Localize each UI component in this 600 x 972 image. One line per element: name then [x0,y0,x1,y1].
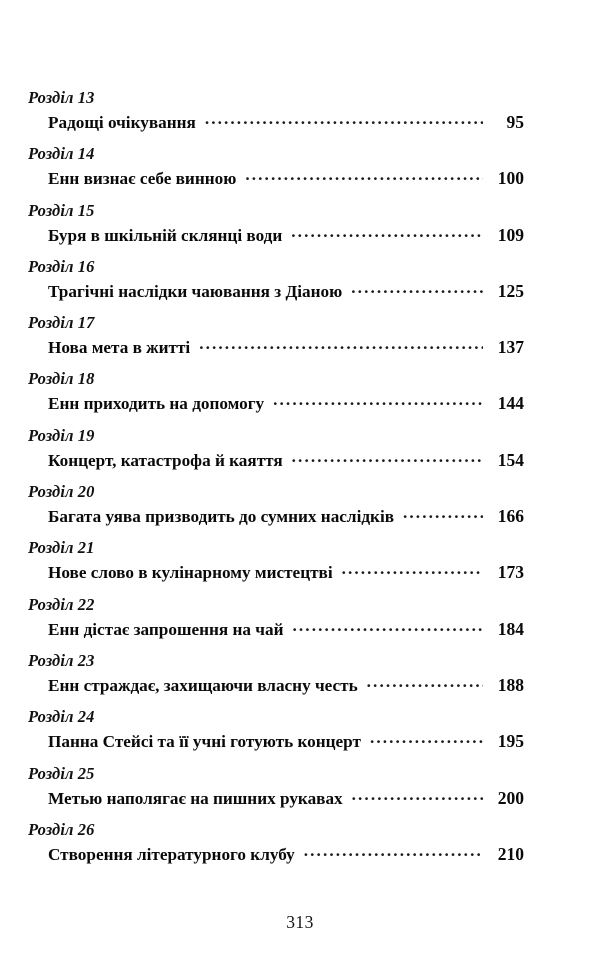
toc-chapter-label: Розділ 14 [28,144,95,164]
dot-leader [245,170,483,184]
toc-title-row[interactable] [48,166,524,191]
toc-entry[interactable] [28,369,524,425]
toc-page-number: 100 [497,168,524,189]
toc-chapter-title: Нове слово в кулінарному мистецтві [48,563,333,583]
toc-chapter-label: Розділ 18 [28,369,95,389]
toc-page-number: 195 [497,731,524,752]
dot-leader [291,227,483,241]
toc-entry[interactable] [28,313,524,369]
toc-page-number: 188 [497,674,524,695]
dot-leader [304,846,483,860]
toc-entry[interactable] [28,88,524,144]
dot-leader [342,564,483,578]
toc-title-row[interactable] [48,279,524,304]
dot-leader [293,621,484,635]
dot-leader [403,508,483,522]
toc-chapter-label: Розділ 24 [28,707,95,727]
toc-page-number: 109 [497,224,524,245]
toc-entry[interactable] [28,764,524,820]
toc-page-number: 137 [497,337,524,358]
toc-chapter-title: Нова мета в житті [48,338,191,358]
toc-entry[interactable] [28,201,524,257]
dot-leader [205,114,483,128]
toc-chapter-label: Розділ 13 [28,88,95,107]
toc-entry[interactable] [28,820,524,876]
page-folio: 313 [286,912,314,932]
toc-title-row[interactable] [48,786,524,811]
toc-chapter-title: Енн визнає себе винною [48,169,237,189]
toc-chapter-label: Розділ 15 [28,200,95,220]
toc-chapter-label: Розділ 20 [28,482,95,502]
toc-title-row[interactable] [48,842,524,867]
toc-chapter-label: Розділ 23 [28,650,95,670]
toc-entry-list [28,88,524,876]
toc-chapter-title: Панна Стейсі та її учні готують концерт [48,732,361,752]
toc-chapter-title: Концерт, катастрофа й каяття [48,450,283,470]
toc-page-number: 125 [497,280,524,301]
toc-page-number: 144 [497,393,524,414]
toc-chapter-label: Розділ 22 [28,594,95,614]
dot-leader [273,395,483,409]
toc-chapter-label: Розділ 21 [28,538,95,558]
dot-leader [370,733,483,747]
toc-entry[interactable] [28,144,524,200]
toc-page-number: 166 [497,506,524,527]
toc-chapter-title: Створення літературного клубу [48,844,295,864]
dot-leader [352,790,483,804]
toc-title-row[interactable] [48,391,524,416]
toc-chapter-title: Радощі очікування [48,113,196,132]
dot-leader [199,339,483,353]
toc-entry[interactable] [28,538,524,594]
toc-chapter-title: Енн страждає, захищаючи власну честь [48,675,358,695]
dot-leader [292,452,483,466]
toc-chapter-title: Метью наполягає на пишних рукавах [48,788,343,808]
toc-title-row[interactable] [48,223,524,248]
toc-title-row[interactable] [48,448,524,473]
toc-chapter-title: Буря в шкільній склянці води [48,225,283,245]
toc-entry[interactable] [28,595,524,651]
toc-entry[interactable] [28,257,524,313]
toc-chapter-title: Багата уява призводить до сумних наслідків [48,507,395,527]
toc-entry[interactable] [28,707,524,763]
toc-title-row[interactable] [48,335,524,360]
toc-chapter-label: Розділ 19 [28,425,95,445]
toc-chapter-label: Розділ 26 [28,819,95,839]
toc-page-number: 200 [497,787,524,808]
dot-leader [351,283,483,297]
toc-page-number: 95 [506,112,524,132]
toc-title-row[interactable] [48,504,524,529]
toc-page-number: 154 [497,449,524,470]
toc-page-number: 173 [497,562,524,583]
toc-chapter-label: Розділ 16 [28,256,95,276]
toc-chapter-title: Енн дістає запрошення на чай [48,619,284,639]
toc-chapter-title: Енн приходить на допомогу [48,394,265,414]
toc-chapter-title: Трагічні наслідки чаювання з Діаною [48,281,343,301]
toc-title-row[interactable] [48,617,524,642]
toc-title-row[interactable] [48,673,524,698]
toc-page-number: 184 [497,618,524,639]
toc-title-row[interactable] [48,560,524,585]
toc-entry[interactable] [28,426,524,482]
toc-title-row[interactable] [48,110,524,135]
toc-chapter-label: Розділ 17 [28,313,95,333]
toc-title-row[interactable] [48,729,524,754]
dot-leader [367,677,483,691]
toc-chapter-label: Розділ 25 [28,763,95,783]
toc-entry[interactable] [28,482,524,538]
toc-entry[interactable] [28,651,524,707]
toc-page-number: 210 [497,843,524,864]
